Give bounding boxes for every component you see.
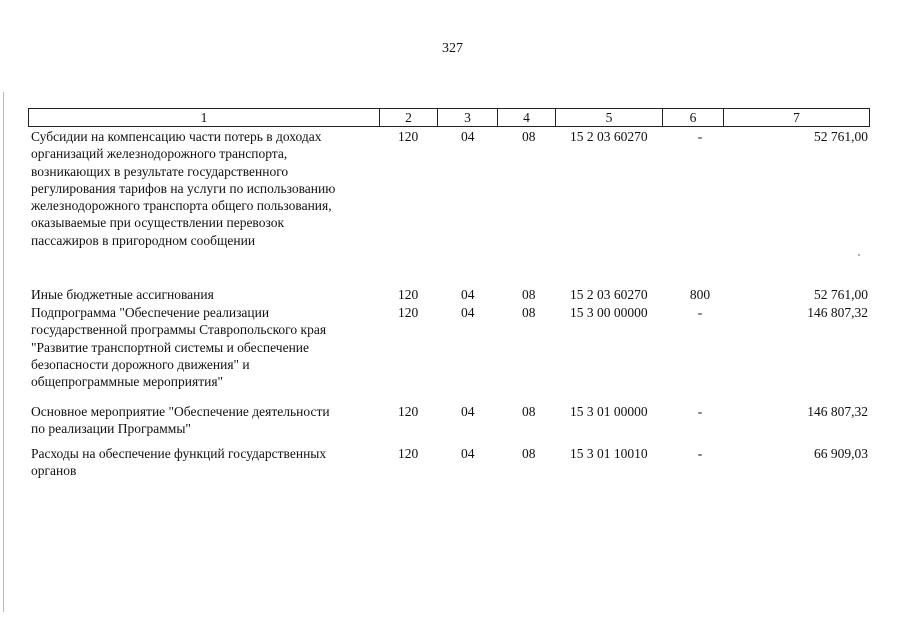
row-description <box>31 304 376 390</box>
description-line: Субсидии на компенсацию части потерь в доходах <box>31 129 322 144</box>
cell-col-4: 08 <box>522 305 536 320</box>
description-line: Основное мероприятие "Обеспечение деятельности <box>31 404 330 419</box>
cell-col-7: 66 909,03 <box>814 446 868 461</box>
cell-col-3: 04 <box>461 287 475 302</box>
cell-col-2: 120 <box>398 305 419 320</box>
row-description <box>31 403 376 438</box>
cell-col-2: 120 <box>398 129 419 144</box>
row-description <box>31 286 376 303</box>
header-col-7: 7 <box>724 109 870 127</box>
description-line: Подпрограмма "Обеспечение реализации <box>31 305 270 320</box>
cell-col-7: 146 807,32 <box>807 305 868 320</box>
cell-col-2: 120 <box>398 446 419 461</box>
cell-col-7: 52 761,00 <box>814 129 868 144</box>
description-line: безопасности дорожного движения" и <box>31 356 250 372</box>
row-description <box>31 445 376 480</box>
cell-col-4: 08 <box>522 404 536 419</box>
cell-col-3: 04 <box>461 305 475 320</box>
cell-col-5: 15 3 01 00000 <box>570 404 648 419</box>
header-col-1: 1 <box>29 109 380 127</box>
scan-margin-line <box>3 92 4 612</box>
page-number: 327 <box>442 41 463 56</box>
description-line: железнодорожного транспорта общего пользования, <box>31 198 332 214</box>
description-line: организаций железнодорожного транспорта, <box>31 146 288 162</box>
header-col-2: 2 <box>380 109 438 127</box>
cell-col-5: 15 2 03 60270 <box>570 129 648 144</box>
description-line: Расходы на обеспечение функций государственных <box>31 446 327 461</box>
description-line: по реализации Программы" <box>31 421 191 437</box>
description-line: пассажиров в пригородном сообщении <box>31 232 256 248</box>
cell-col-3: 04 <box>461 446 475 461</box>
description-line: общепрограммные мероприятия" <box>31 374 224 390</box>
description-line: оказываемые при осуществлении перевозок <box>31 215 285 231</box>
cell-col-6: - <box>697 446 703 461</box>
cell-col-4: 08 <box>522 287 536 302</box>
cell-col-2: 120 <box>398 287 419 302</box>
description-line: "Развитие транспортной системы и обеспечение <box>31 339 310 355</box>
cell-col-6: 800 <box>689 287 711 302</box>
row-description <box>31 128 376 249</box>
cell-col-5: 15 3 00 00000 <box>570 305 648 320</box>
description-line: возникающих в результате государственного <box>31 163 289 179</box>
scan-speck <box>858 254 860 256</box>
description-line: органов <box>31 463 77 479</box>
cell-col-6: - <box>697 305 703 320</box>
header-col-6: 6 <box>663 109 724 127</box>
cell-col-3: 04 <box>461 404 475 419</box>
description-line: регулирования тарифов на услуги по использованию <box>31 180 336 196</box>
description-line: Иные бюджетные ассигнования <box>31 287 214 302</box>
column-number-header <box>28 108 870 127</box>
cell-col-6: - <box>697 404 703 419</box>
cell-col-7: 52 761,00 <box>814 287 868 302</box>
cell-col-4: 08 <box>522 129 536 144</box>
cell-col-3: 04 <box>461 129 475 144</box>
cell-col-7: 146 807,32 <box>807 404 868 419</box>
header-col-5: 5 <box>556 109 663 127</box>
header-col-3: 3 <box>438 109 498 127</box>
header-col-4: 4 <box>498 109 556 127</box>
cell-col-5: 15 2 03 60270 <box>570 287 648 302</box>
cell-col-4: 08 <box>522 446 536 461</box>
cell-col-2: 120 <box>398 404 419 419</box>
cell-col-5: 15 3 01 10010 <box>570 446 648 461</box>
description-line: государственной программы Ставропольского края <box>31 322 327 338</box>
cell-col-6: - <box>697 129 703 144</box>
